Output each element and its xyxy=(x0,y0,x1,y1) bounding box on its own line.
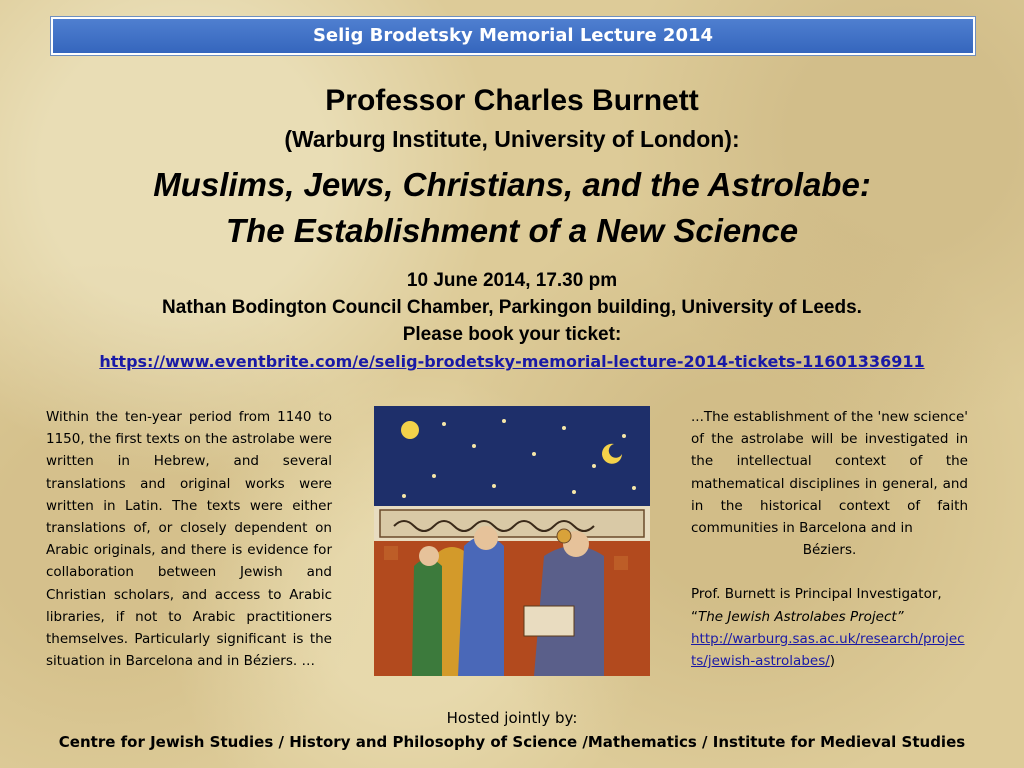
project-link[interactable]: http://warburg.sas.ac.uk/research/projects/jewish-astrolabes/ xyxy=(691,630,965,670)
speaker-institution: (Warburg Institute, University of London): xyxy=(284,126,740,152)
astrolabe-manuscript-illustration xyxy=(374,406,650,676)
right-paragraph-1: ...The establishment of the 'new science' of the astrolabe will be investigated in the intellectual context of the mathematical disciplines in general, and in the historical context of faith communities in Barcelona and in xyxy=(691,409,968,537)
lecture-date: 10 June 2014, 17.30 pm xyxy=(406,270,618,291)
right-paragraph-1-end: Béziers. xyxy=(802,542,857,559)
project-link-line xyxy=(691,628,968,672)
booking-prompt: Please book your ticket: xyxy=(402,324,622,345)
lecture-banner: Selig Brodetsky Memorial Lecture 2014 xyxy=(51,17,975,55)
project-name: The Jewish Astrolabes Project” xyxy=(698,608,904,625)
hosted-by-label: Hosted jointly by: xyxy=(446,709,578,727)
lecture-title-line-1: Muslims, Jews, Christians, and the Astrolabe: xyxy=(153,166,871,203)
project-line xyxy=(691,606,968,628)
abstract-left-column: Within the ten-year period from 1140 to 1150, the first texts on the astrolabe were written in Hebrew, and several translations and original works were written in Latin. The texts were either translations of, or closely dependent on Arabic originals, and there is evidence for collaboration between Jewish and Christian scholars, and access to Arabic libraries, if not to Arabic practitioners themselves. Particularly significant is the situation in Barcelona and in Béziers. … xyxy=(46,409,332,670)
paragraph-spacer xyxy=(691,561,968,583)
investigator-line: Prof. Burnett is Principal Investigator, xyxy=(691,586,942,603)
hosting-centres: Centre for Jewish Studies / History and Philosophy of Science /Mathematics / Institute for Medieval Studies xyxy=(58,733,966,751)
abstract-right-column xyxy=(691,406,968,672)
lecture-venue: Nathan Bodington Council Chamber, Parkingon building, University of Leeds. xyxy=(162,297,862,318)
close-paren: ) xyxy=(829,653,836,670)
speaker-name: Professor Charles Burnett xyxy=(325,84,699,117)
lecture-title-line-2: The Establishment of a New Science xyxy=(225,212,799,249)
ticket-link[interactable]: https://www.eventbrite.com/e/selig-brodetsky-memorial-lecture-2014-tickets-11601336911 xyxy=(99,352,925,371)
quote-open: “ xyxy=(691,608,698,625)
